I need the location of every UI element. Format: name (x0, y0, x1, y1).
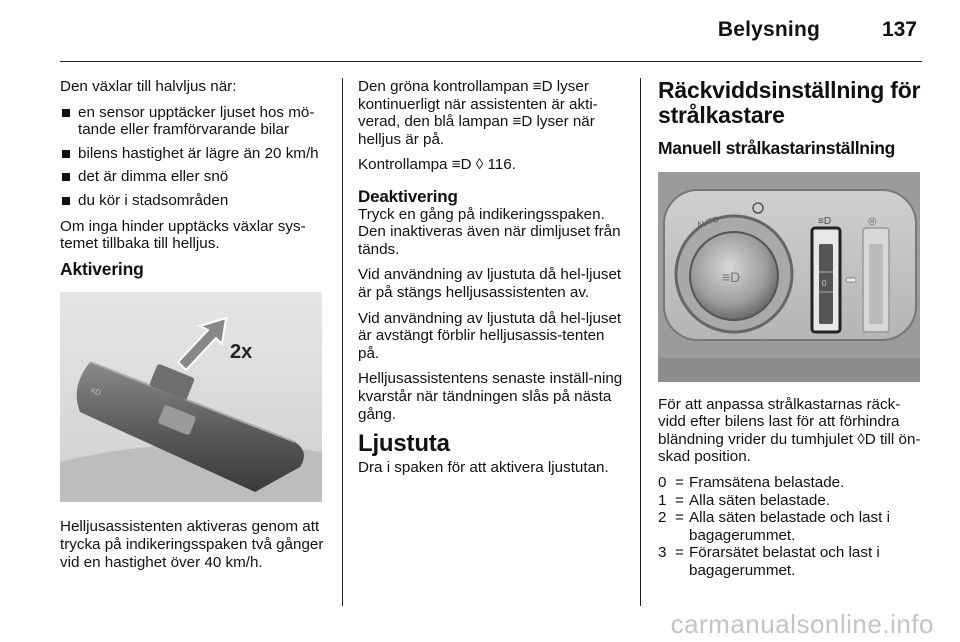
watermark: carmanualsonline.info (670, 609, 934, 639)
image-label-2x: 2x (230, 341, 253, 364)
paragraph: Den gröna kontrollampan ≡D lyser kontinuerligt när assistenten är akti-verad, den blå lampan ≡D lyser när helljus är på. (358, 78, 598, 148)
svg-text:≡D: ≡D (89, 385, 103, 399)
paragraph: Vid användning av ljustuta då hel-ljuset är avstängt förblir helljusassis-tenten på. (358, 309, 622, 362)
svg-text:◎: ◎ (868, 215, 877, 227)
svg-text:≡D: ≡D (722, 268, 741, 285)
page-number: 137 (881, 18, 917, 41)
list-item: det är dimma eller snö (60, 168, 326, 186)
image-label-auto: AUTO (695, 214, 720, 230)
svg-text:0: 0 (822, 278, 827, 288)
indicator-stalk-image (60, 292, 322, 502)
heading-manuell: Manuell strålkastarinställning (658, 138, 896, 158)
paragraph: Helljusassistentens senaste inställ-ning kvarstår när tändningen slås på nästa gång. (358, 370, 623, 423)
paragraph: Kontrollampa ≡D ◊ 116. (358, 156, 516, 174)
heading-deaktivering: Deaktivering (358, 186, 458, 206)
bullet-square-icon (62, 173, 70, 181)
heading-aktivering: Aktivering (60, 258, 144, 279)
page-title: Belysning (717, 18, 820, 41)
load-position-list (658, 474, 924, 580)
paragraph: Dra i spaken för att aktivera ljustutan. (358, 458, 609, 476)
intro-text: Den växlar till halvljus när: (60, 78, 237, 95)
paragraph: Vid användning av ljustuta då hel-ljuset är på stängs helljusassistenten av. (358, 266, 622, 301)
column-3 (658, 78, 924, 580)
column-1 (60, 78, 326, 579)
paragraph: För att anpassa strålkastarnas räck-vidd efter bilens last för att förhindra bländning vrider du tumhjulet ◊D till ön-skad position. (658, 395, 921, 466)
paragraph: Tryck en gång på indikeringsspaken. Den inaktiveras även när dimljuset från tänds. (358, 205, 621, 258)
header-rule (60, 61, 922, 62)
list-item: 3 = Förarsätet belastat och last i bagagerummet. (658, 544, 880, 579)
condition-list (60, 104, 326, 210)
svg-text:≡D: ≡D (818, 215, 832, 227)
bullet-square-icon (62, 197, 70, 205)
list-item: en sensor upptäcker ljuset hos mö-tande eller framförvarande bilar (60, 104, 326, 139)
heading-rackviddsinstallning: Räckviddsinställning för strålkastare (658, 77, 921, 128)
list-item: 0 = Framsätena belastade. (658, 473, 845, 491)
column-2 (358, 78, 624, 484)
bullet-square-icon (62, 109, 70, 117)
bullet-square-icon (62, 150, 70, 158)
column-divider (342, 78, 343, 606)
heading-ljustuta: Ljustuta (358, 430, 450, 458)
list-item: 2 = Alla säten belastade och last i bagagerummet. (658, 509, 890, 544)
list-item: 1 = Alla säten belastade. (658, 491, 831, 509)
page-header (0, 0, 960, 62)
headlight-switch-image (658, 172, 920, 382)
list-item: du kör i stadsområden (60, 192, 326, 210)
column-divider (640, 78, 641, 606)
note-text: Om inga hinder upptäcks växlar sys-temet tillbaka till helljus. (60, 217, 306, 253)
caption-text: Helljusassistenten aktiveras genom att trycka på indikeringsspaken två gånger vid en hastighet över 40 km/h. (60, 518, 324, 571)
list-item: bilens hastighet är lägre än 20 km/h (60, 145, 326, 163)
